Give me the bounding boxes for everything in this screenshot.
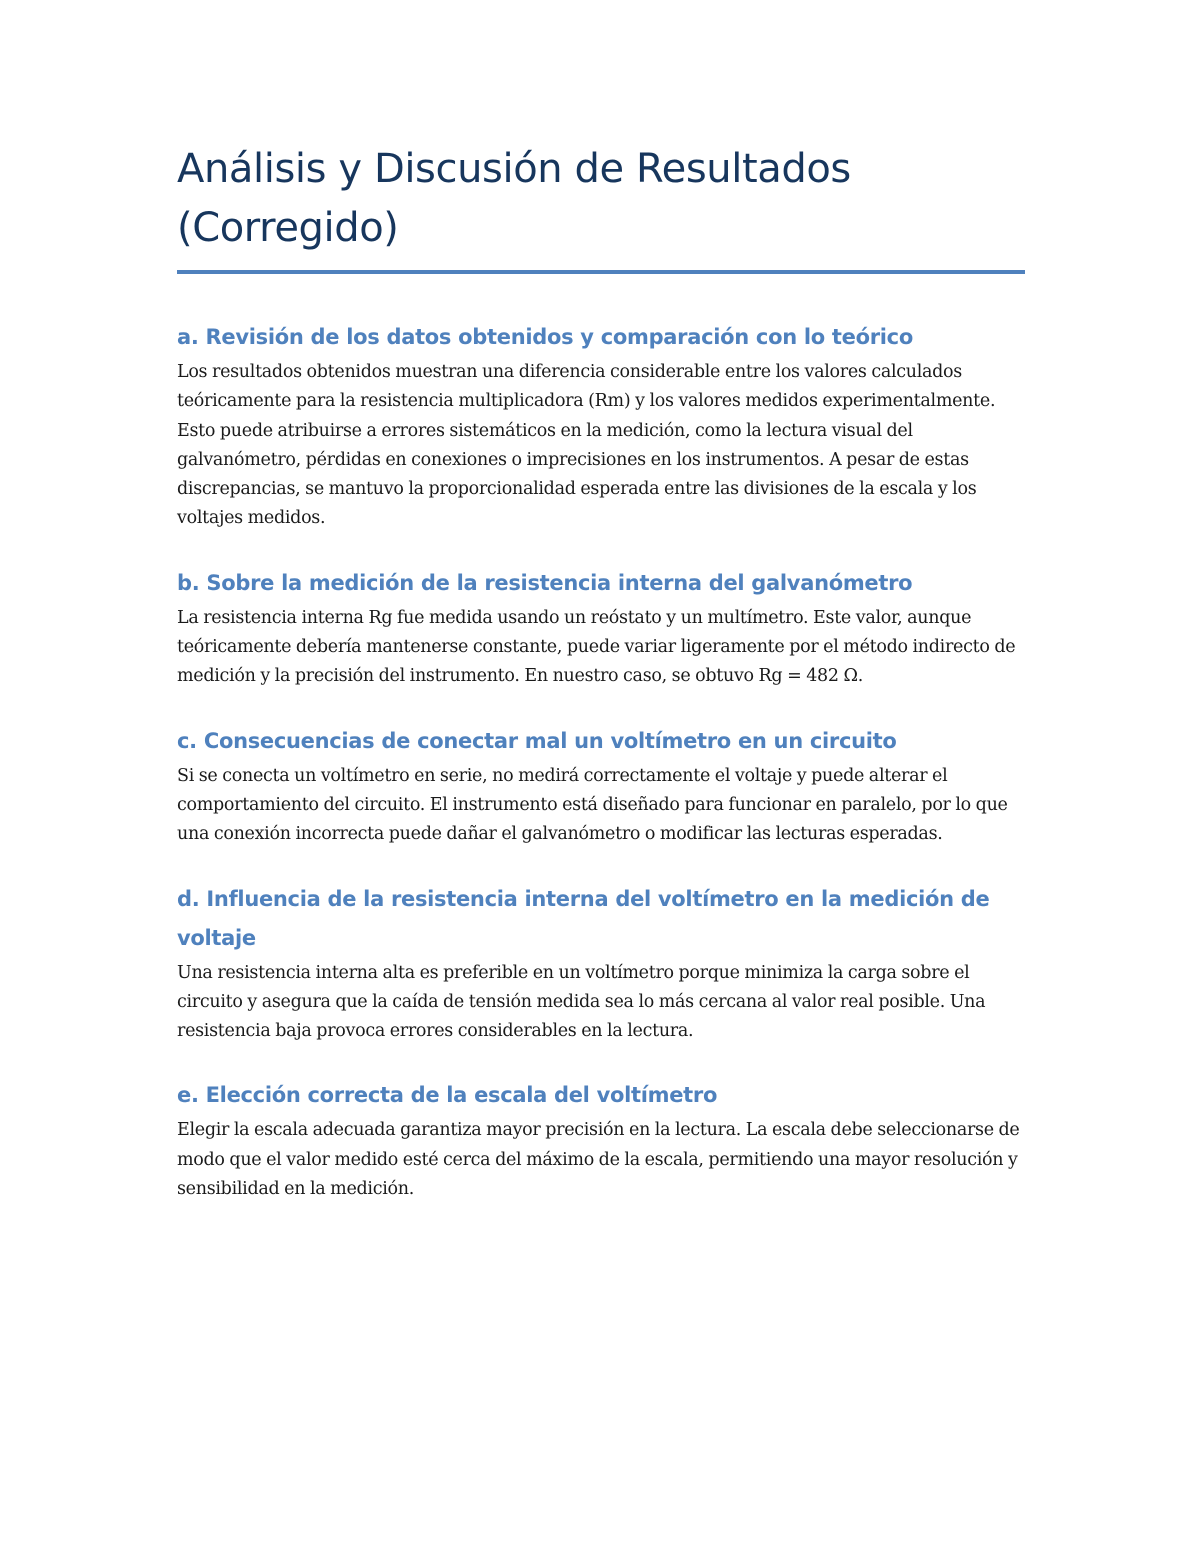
section-body: La resistencia interna Rg fue medida usando un reóstato y un multímetro. Este valor, aunque teóricamente debería mantenerse constante, puede variar ligeramente por el método indirecto de medición y la precisión del instrumento. En nuestro caso, se obtuvo Rg = 482 Ω. <box>177 607 1016 687</box>
section-e <box>177 1076 1025 1204</box>
title-underline-rule <box>177 270 1025 274</box>
section-a <box>177 318 1025 534</box>
section-body: Elegir la escala adecuada garantiza mayor precisión en la lectura. La escala debe seleccionarse de modo que el valor medido esté cerca del máximo de la escala, permitiendo una mayor resolución y sensibilidad en la medición. <box>177 1120 1020 1200</box>
section-heading: e. Elección correcta de la escala del voltímetro <box>177 1083 718 1108</box>
section-body: Los resultados obtenidos muestran una diferencia considerable entre los valores calculados teóricamente para la resistencia multiplicadora (Rm) y los valores medidos experimentalmente. Esto puede atribuirse a errores sistemáticos en la medición, como la lectura visual del galvanómetro, pérdidas en conexiones o imprecisiones en los instrumentos. A pesar de estas discrepancias, se mantuvo la proporcionalidad esperada entre las divisiones de la escala y los voltajes medidos. <box>177 362 996 529</box>
section-c <box>177 722 1025 850</box>
section-d <box>177 880 1025 1047</box>
section-heading: d. Influencia de la resistencia interna del voltímetro en la medición de voltaje <box>177 886 990 950</box>
section-b <box>177 564 1025 692</box>
document-content <box>177 140 1025 1234</box>
section-heading: c. Consecuencias de conectar mal un voltímetro en un circuito <box>177 728 897 753</box>
document-title: Análisis y Discusión de Resultados (Corregido) <box>177 146 851 251</box>
section-heading: a. Revisión de los datos obtenidos y comparación con lo teórico <box>177 325 913 349</box>
section-body: Si se conecta un voltímetro en serie, no medirá correctamente el voltaje y puede alterar el comportamiento del circuito. El instrumento está diseñado para funcionar en paralelo, por lo que una conexión incorrecta puede dañar el galvanómetro o modificar las lecturas esperadas. <box>177 765 1008 845</box>
section-heading: b. Sobre la medición de la resistencia interna del galvanómetro <box>177 570 913 595</box>
section-body: Una resistencia interna alta es preferible en un voltímetro porque minimiza la carga sobre el circuito y asegura que la caída de tensión medida sea lo más cercana al valor real posible. Una resistencia baja provoca errores considerables en la lectura. <box>177 962 986 1042</box>
